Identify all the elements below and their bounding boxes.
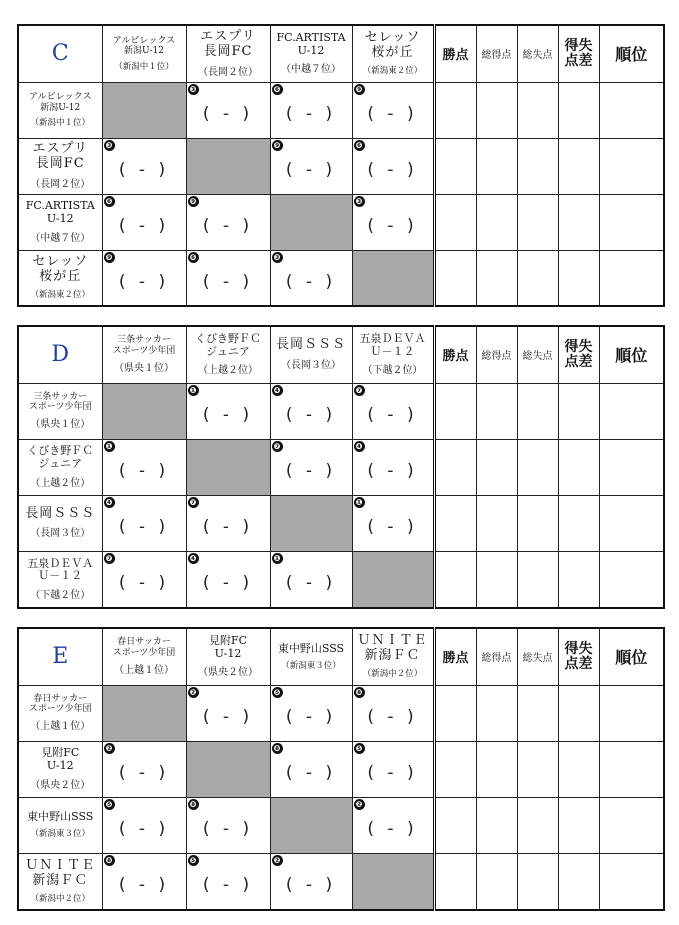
match-number-icon: ❹ — [354, 441, 365, 452]
points-cell[interactable] — [434, 383, 476, 439]
match-number-icon: ❾ — [272, 140, 283, 151]
match-number-icon: ❽ — [188, 799, 199, 810]
self-match-cell — [270, 797, 352, 853]
points-cell[interactable] — [434, 138, 476, 194]
match-number-icon: ❷ — [188, 687, 199, 698]
points-cell[interactable] — [434, 194, 476, 250]
match-number-icon: ❻ — [188, 252, 199, 263]
goal-diff-header: 得失点差 — [558, 628, 599, 685]
score-cell[interactable]: ❼ ( - ) — [102, 551, 186, 608]
score-cell[interactable]: ❹ ( - ) — [102, 495, 186, 551]
score-cell[interactable]: ❶ ( - ) — [270, 551, 352, 608]
rank-cell[interactable] — [599, 194, 664, 250]
row-team-header: セレッソ 桜が丘 （新潟東２位） — [18, 250, 102, 306]
row-team-header: 三条サッカー スポーツ少年団 （県央１位） — [18, 383, 102, 439]
score-cell[interactable]: ❾ ( - ) — [352, 82, 434, 138]
score-cell[interactable]: ❽ ( - ) — [102, 853, 186, 910]
goal-diff-cell[interactable] — [558, 495, 599, 551]
goals-against-cell[interactable] — [517, 741, 558, 797]
goals-for-cell[interactable] — [476, 797, 517, 853]
goals-against-cell[interactable] — [517, 439, 558, 495]
rank-header: 順位 — [599, 326, 664, 383]
goal-diff-cell[interactable] — [558, 383, 599, 439]
rank-cell[interactable] — [599, 250, 664, 306]
score-cell[interactable]: ❼ ( - ) — [352, 383, 434, 439]
column-team-header: くびき野ＦＣ ジュニア （上越２位） — [186, 326, 270, 383]
match-number-icon: ❶ — [272, 553, 283, 564]
row-team-header: くびき野ＦＣ ジュニア （上越２位） — [18, 439, 102, 495]
goals-for-cell[interactable] — [476, 82, 517, 138]
points-cell[interactable] — [434, 685, 476, 741]
score-cell[interactable]: ❺ ( - ) — [270, 685, 352, 741]
match-number-icon: ❶ — [354, 497, 365, 508]
score-cell[interactable]: ❶ ( - ) — [186, 383, 270, 439]
column-team-header: 三条サッカー スポーツ少年団 （県央１位） — [102, 326, 186, 383]
self-match-cell — [102, 685, 186, 741]
goals-against-header: 総失点 — [517, 25, 558, 82]
row-team-header: 東中野山SSS （新潟東３位） — [18, 797, 102, 853]
goal-diff-cell[interactable] — [558, 138, 599, 194]
column-team-header: 見附FC U-12 （県央２位） — [186, 628, 270, 685]
group-letter: E — [18, 628, 102, 685]
row-team-header: アルビレックス 新潟U-12 （新潟中１位） — [18, 82, 102, 138]
column-team-header: FC.ARTISTA U-12 （中越７位） — [270, 25, 352, 82]
goals-against-cell[interactable] — [517, 853, 558, 910]
match-number-icon: ❹ — [188, 553, 199, 564]
score-cell[interactable]: ❸ ( - ) — [352, 194, 434, 250]
score-cell[interactable]: ❺ ( - ) — [102, 797, 186, 853]
points-cell[interactable] — [434, 853, 476, 910]
self-match-cell — [270, 495, 352, 551]
score-cell[interactable]: ❷ ( - ) — [102, 741, 186, 797]
points-cell[interactable] — [434, 551, 476, 608]
match-number-icon: ❾ — [188, 196, 199, 207]
self-match-cell — [352, 551, 434, 608]
row-team-header: 五泉ＤＥＶＡ Ｕ－１２ （下越２位） — [18, 551, 102, 608]
goals-for-cell[interactable] — [476, 685, 517, 741]
goals-for-cell[interactable] — [476, 495, 517, 551]
match-number-icon: ❺ — [272, 687, 283, 698]
column-team-header: ＵＮＩＴＥ 新潟ＦＣ （新潟中２位） — [352, 628, 434, 685]
column-team-header: 春日サッカー スポーツ少年団 （上越１位） — [102, 628, 186, 685]
score-cell[interactable]: ❸ ( - ) — [102, 138, 186, 194]
group-letter: D — [18, 326, 102, 383]
rank-cell[interactable] — [599, 439, 664, 495]
goal-diff-header: 得失点差 — [558, 326, 599, 383]
match-number-icon: ❻ — [104, 196, 115, 207]
goals-for-cell[interactable] — [476, 194, 517, 250]
row-team-header: エスプリ 長岡FC （長岡２位） — [18, 138, 102, 194]
points-cell[interactable] — [434, 741, 476, 797]
rank-cell[interactable] — [599, 741, 664, 797]
self-match-cell — [352, 853, 434, 910]
match-number-icon: ❽ — [272, 743, 283, 754]
goals-for-cell[interactable] — [476, 741, 517, 797]
score-cell[interactable]: ❹ ( - ) — [186, 551, 270, 608]
points-cell[interactable] — [434, 82, 476, 138]
points-cell[interactable] — [434, 797, 476, 853]
score-cell[interactable]: ❷ ( - ) — [352, 797, 434, 853]
score-cell[interactable]: ❸ ( - ) — [186, 82, 270, 138]
points-cell[interactable] — [434, 250, 476, 306]
score-cell[interactable]: ❻ ( - ) — [270, 82, 352, 138]
match-number-icon: ❻ — [354, 140, 365, 151]
match-number-icon: ❸ — [104, 140, 115, 151]
match-number-icon: ❸ — [188, 84, 199, 95]
goals-against-cell[interactable] — [517, 383, 558, 439]
goal-diff-cell[interactable] — [558, 250, 599, 306]
self-match-cell — [352, 250, 434, 306]
match-number-icon: ❼ — [354, 385, 365, 396]
score-cell[interactable]: ❽ ( - ) — [270, 741, 352, 797]
column-team-header: 東中野山SSS （新潟東３位） — [270, 628, 352, 685]
match-number-icon: ❼ — [272, 441, 283, 452]
group-letter: C — [18, 25, 102, 82]
rank-cell[interactable] — [599, 82, 664, 138]
rank-cell[interactable] — [599, 853, 664, 910]
rank-header: 順位 — [599, 628, 664, 685]
score-cell[interactable]: ❶ ( - ) — [102, 439, 186, 495]
goal-diff-header: 得失点差 — [558, 25, 599, 82]
match-number-icon: ❾ — [354, 84, 365, 95]
goals-for-cell[interactable] — [476, 383, 517, 439]
rank-cell[interactable] — [599, 551, 664, 608]
column-team-header: 五泉ＤＥＶＡ Ｕ－１２ （下越２位） — [352, 326, 434, 383]
score-cell[interactable]: ❺ ( - ) — [186, 853, 270, 910]
match-number-icon: ❺ — [104, 799, 115, 810]
match-number-icon: ❼ — [188, 497, 199, 508]
match-number-icon: ❻ — [272, 84, 283, 95]
score-cell[interactable]: ❻ ( - ) — [102, 194, 186, 250]
goal-diff-cell[interactable] — [558, 741, 599, 797]
goals-against-cell[interactable] — [517, 495, 558, 551]
score-cell[interactable]: ❷ ( - ) — [186, 685, 270, 741]
goals-for-header: 総得点 — [476, 628, 517, 685]
match-number-icon: ❹ — [272, 385, 283, 396]
goals-for-cell[interactable] — [476, 439, 517, 495]
match-number-icon: ❽ — [104, 855, 115, 866]
row-team-header: ＵＮＩＴＥ 新潟ＦＣ （新潟中２位） — [18, 853, 102, 910]
goals-against-header: 総失点 — [517, 628, 558, 685]
score-cell[interactable]: ❻ ( - ) — [186, 250, 270, 306]
row-team-header: 長岡ＳＳＳ （長岡３位） — [18, 495, 102, 551]
self-match-cell — [186, 138, 270, 194]
match-number-icon: ❾ — [104, 252, 115, 263]
rank-cell[interactable] — [599, 383, 664, 439]
match-number-icon: ❸ — [354, 196, 365, 207]
match-number-icon: ❺ — [354, 743, 365, 754]
goal-diff-cell[interactable] — [558, 82, 599, 138]
goals-against-cell[interactable] — [517, 138, 558, 194]
score-cell[interactable]: ❽ ( - ) — [186, 797, 270, 853]
points-cell[interactable] — [434, 439, 476, 495]
match-number-icon: ❺ — [188, 855, 199, 866]
row-team-header: 春日サッカー スポーツ少年団 （上越１位） — [18, 685, 102, 741]
goal-diff-cell[interactable] — [558, 551, 599, 608]
points-header: 勝点 — [434, 628, 476, 685]
score-cell[interactable]: ❷ ( - ) — [270, 853, 352, 910]
match-number-icon: ❼ — [104, 553, 115, 564]
score-cell[interactable]: ❽ ( - ) — [352, 685, 434, 741]
goals-for-header: 総得点 — [476, 25, 517, 82]
goals-for-header: 総得点 — [476, 326, 517, 383]
goals-against-cell[interactable] — [517, 797, 558, 853]
match-number-icon: ❽ — [354, 687, 365, 698]
goal-diff-cell[interactable] — [558, 194, 599, 250]
goals-for-cell[interactable] — [476, 853, 517, 910]
rank-cell[interactable] — [599, 138, 664, 194]
self-match-cell — [102, 383, 186, 439]
rank-cell[interactable] — [599, 797, 664, 853]
self-match-cell — [186, 439, 270, 495]
goal-diff-cell[interactable] — [558, 797, 599, 853]
match-number-icon: ❷ — [272, 855, 283, 866]
group-c-table — [17, 24, 665, 307]
goals-for-cell[interactable] — [476, 250, 517, 306]
match-number-icon: ❶ — [188, 385, 199, 396]
self-match-cell — [102, 82, 186, 138]
match-number-icon: ❷ — [354, 799, 365, 810]
self-match-cell — [270, 194, 352, 250]
score-cell[interactable]: ❺ ( - ) — [352, 741, 434, 797]
goals-against-cell[interactable] — [517, 685, 558, 741]
goals-for-cell[interactable] — [476, 551, 517, 608]
row-team-header: FC.ARTISTA U-12 （中越７位） — [18, 194, 102, 250]
points-header: 勝点 — [434, 25, 476, 82]
score-cell[interactable]: ❶ ( - ) — [352, 495, 434, 551]
score-cell[interactable]: ❼ ( - ) — [186, 495, 270, 551]
match-number-icon: ❷ — [104, 743, 115, 754]
match-number-icon: ❸ — [272, 252, 283, 263]
score-cell[interactable]: ❹ ( - ) — [270, 383, 352, 439]
column-team-header: 長岡ＳＳＳ （長岡３位） — [270, 326, 352, 383]
column-team-header: エスプリ 長岡FC （長岡２位） — [186, 25, 270, 82]
goals-for-cell[interactable] — [476, 138, 517, 194]
points-header: 勝点 — [434, 326, 476, 383]
rank-cell[interactable] — [599, 495, 664, 551]
column-team-header: アルビレックス 新潟U-12 （新潟中１位） — [102, 25, 186, 82]
score-cell[interactable]: ❸ ( - ) — [270, 250, 352, 306]
column-team-header: セレッソ 桜が丘 （新潟東２位） — [352, 25, 434, 82]
row-team-header: 見附FC U-12 （県央２位） — [18, 741, 102, 797]
group-d-table — [17, 325, 665, 609]
score-cell[interactable]: ❻ ( - ) — [352, 138, 434, 194]
goal-diff-cell[interactable] — [558, 853, 599, 910]
score-cell[interactable]: ❹ ( - ) — [352, 439, 434, 495]
goals-against-cell[interactable] — [517, 551, 558, 608]
score-cell[interactable]: ❾ ( - ) — [270, 138, 352, 194]
score-cell[interactable]: ❼ ( - ) — [270, 439, 352, 495]
goal-diff-cell[interactable] — [558, 685, 599, 741]
goals-against-cell[interactable] — [517, 194, 558, 250]
rank-cell[interactable] — [599, 685, 664, 741]
score-cell[interactable]: ❾ ( - ) — [186, 194, 270, 250]
rank-header: 順位 — [599, 25, 664, 82]
goal-diff-cell[interactable] — [558, 439, 599, 495]
goals-against-header: 総失点 — [517, 326, 558, 383]
goals-against-cell[interactable] — [517, 82, 558, 138]
match-number-icon: ❶ — [104, 441, 115, 452]
match-number-icon: ❹ — [104, 497, 115, 508]
points-cell[interactable] — [434, 495, 476, 551]
score-cell[interactable]: ❾ ( - ) — [102, 250, 186, 306]
self-match-cell — [186, 741, 270, 797]
group-e-table — [17, 627, 665, 911]
goals-against-cell[interactable] — [517, 250, 558, 306]
